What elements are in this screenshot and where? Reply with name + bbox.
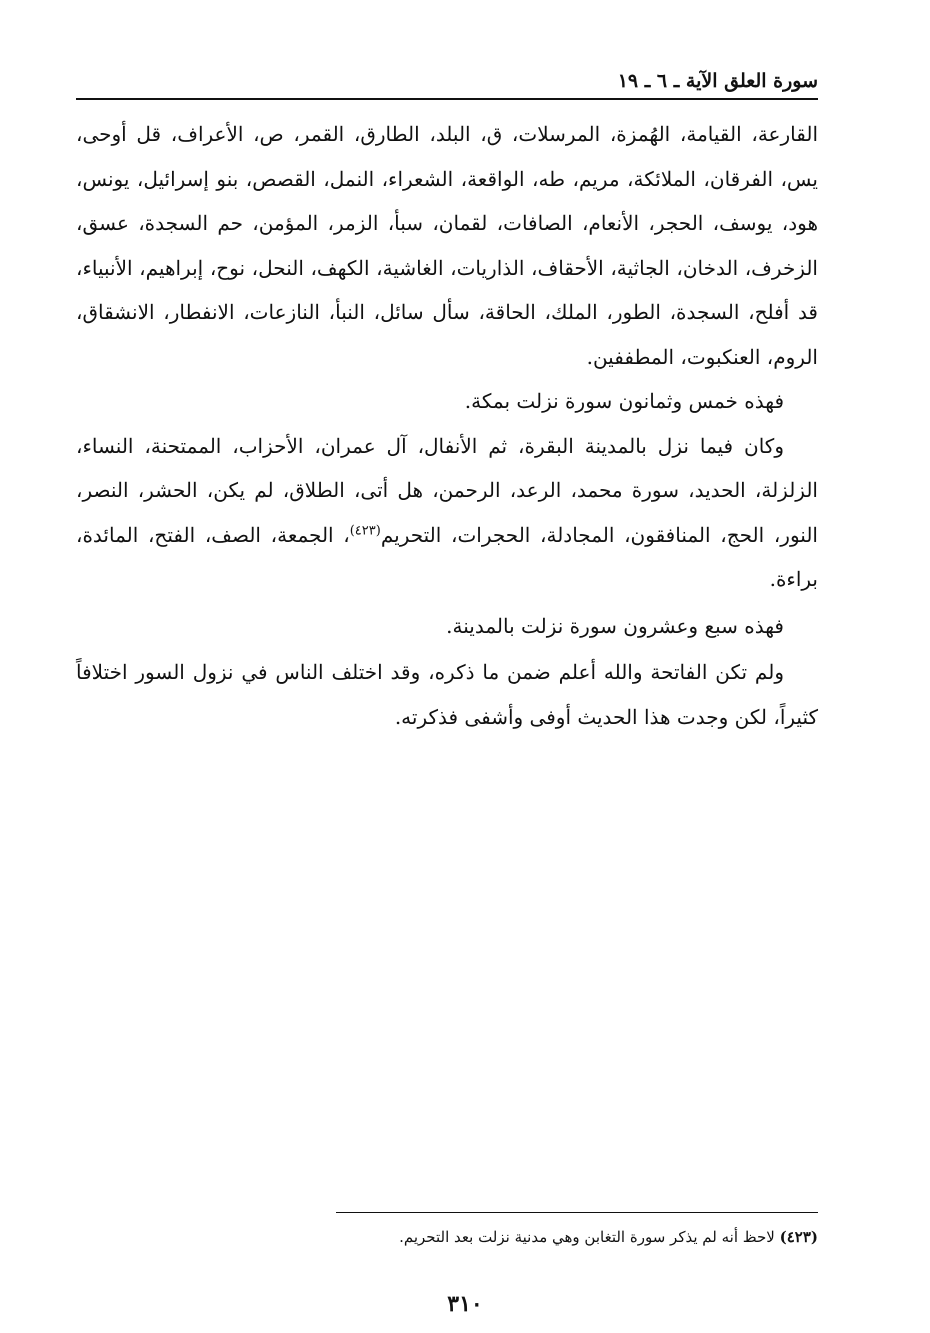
footnote-number: (٤٢٣) — [779, 1228, 818, 1246]
paragraph-medinan-list — [76, 424, 818, 602]
main-text — [76, 112, 818, 739]
running-head: سورة العلق الآية ـ ٦ ـ ١٩ — [617, 70, 818, 92]
footnote — [218, 1226, 818, 1248]
header-rule — [76, 98, 818, 100]
paragraph-closing: ولم تكن الفاتحة والله أعلم ضمن ما ذكره، وقد اختلف الناس في نزول السور اختلافاً كثيراً، لكن وجدت هذا الحديث أوفى وأشفى فذكرته. — [76, 660, 818, 729]
footnote-rule — [336, 1212, 818, 1213]
medinan-list-text-end: ، الجمعة، الصف، الفتح، المائدة، براءة. — [76, 522, 818, 591]
page-number: ٣١٠ — [447, 1291, 483, 1317]
footnote-reference[interactable]: (٤٢٣) — [349, 522, 381, 538]
paragraph-medinan-count: فهذه سبع وعشرون سورة نزلت بالمدينة. — [446, 613, 784, 638]
footnote-text: لاحظ أنه لم يذكر سورة التغابن وهي مدنية نزلت بعد التحريم. — [399, 1228, 775, 1246]
medinan-list-text: وكان فيما نزل بالمدينة البقرة، ثم الأنفال، آل عمران، الأحزاب، الممتحنة، النساء، الزلزلة، الحديد، سورة محمد، الرعد، الرحمن، هل أتى، الطلاق، لم يكن، الحشر، النصر، النور، الحج، المنافقون، المجادلة، الحجرات، التحريم — [76, 433, 818, 547]
paragraph-meccan-list: القارعة، القيامة، الهُمزة، المرسلات، ق، البلد، الطارق، القمر، ص، الأعراف، قل أوحى، يس، الفرقان، الملائكة، مريم، طه، الواقعة، الشعراء، النمل، القصص، بنو إسرائيل، يونس، هود، يوسف، الحجر، الأنعام، الصافات، لقمان، سبأ، الزمر، المؤمن، حم السجدة، عسق، الزخرف، الدخان، الجاثية، الأحقاف، الذاريات، الغاشية، الكهف، النحل، نوح، إبراهيم، الأنبياء، قد أفلح، السجدة، الطور، الملك، الحاقة، سأل سائل، النبأ، النازعات، الانفطار، الانشقاق، الروم، العنكبوت، المطففين. — [76, 122, 818, 369]
paragraph-meccan-count: فهذه خمس وثمانون سورة نزلت بمكة. — [464, 389, 784, 413]
